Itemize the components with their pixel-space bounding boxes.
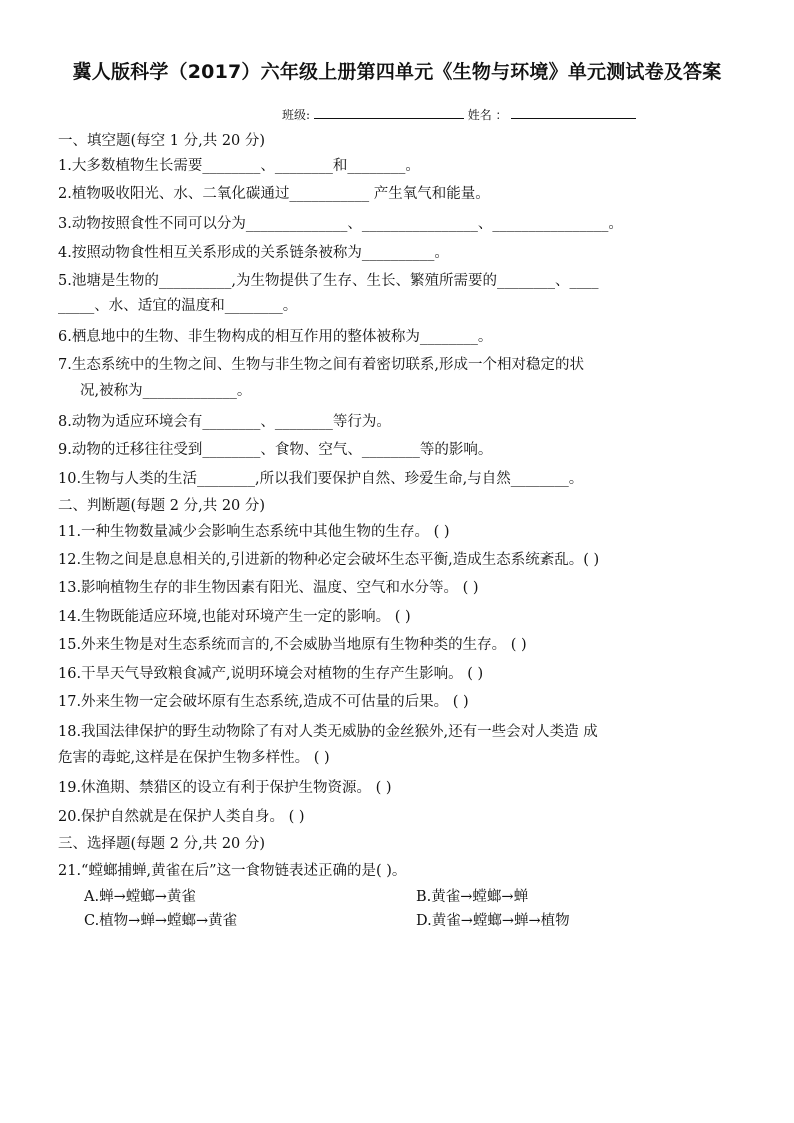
option-a[interactable]: A.蝉→螳螂→黄雀 [84,889,196,905]
question-16: 16.干旱天气导致粮食减产,说明环境会对植物的生存产生影响。 ( ) [58,666,484,682]
option-d[interactable]: D.黄雀→螳螂→蝉→植物 [416,913,570,929]
question-1: 1.大多数植物生长需要________、________和________。 [58,158,420,174]
question-18-line-2: 危害的毒蛇,这样是在保护生物多样性。 ( ) [58,750,330,766]
question-9: 9.动物的迁移往往受到________、食物、空气、________等的影响。 [58,442,493,458]
option-c[interactable]: C.植物→蝉→螳螂→黄雀 [84,913,238,929]
question-20: 20.保护自然就是在保护人类自身。 ( ) [58,809,305,825]
class-label: 班级: [282,108,311,122]
document-title: 冀人版科学（2017）六年级上册第四单元《生物与环境》单元测试卷及答案 [72,61,722,83]
question-18-line-1: 18.我国法律保护的野生动物除了有对人类无威胁的金丝猴外,还有一些会对人类造 成 [58,724,598,740]
question-8: 8.动物为适应环境会有________、________等行为。 [58,414,391,430]
section-choice-heading: 三、选择题(每题 2 分,共 20 分) [58,836,266,852]
question-5-line-2: _____、水、适宜的温度和________。 [58,298,298,314]
class-name-line [282,106,636,123]
question-3: 3.动物按照食性不同可以分为______________、________________、________________。 [58,216,623,232]
section-judge-heading: 二、判断题(每题 2 分,共 20 分) [58,498,266,514]
question-7-line-1: 7.生态系统中的生物之间、生物与非生物之间有着密切联系,形成一个相对稳定的状 [58,357,584,373]
question-4: 4.按照动物食性相互关系形成的关系链条被称为__________。 [58,245,449,261]
question-17: 17.外来生物一定会破坏原有生态系统,造成不可估量的后果。 ( ) [58,694,469,710]
name-blank[interactable] [511,106,636,119]
name-label: 姓名 ： [467,108,508,122]
question-6: 6.栖息地中的生物、非生物构成的相互作用的整体被称为________。 [58,329,493,345]
question-2: 2.植物吸收阳光、水、二氧化碳通过___________ 产生氧气和能量。 [58,186,490,202]
question-7-line-2: 况,被称为_____________。 [80,383,252,399]
question-12: 12.生物之间是息息相关的,引进新的物种必定会破坏生态平衡,造成生态系统紊乱。( ) [58,552,600,568]
question-13: 13.影响植物生存的非生物因素有阳光、温度、空气和水分等。 ( ) [58,580,479,596]
question-15: 15.外来生物是对生态系统而言的,不会威胁当地原有生物种类的生存。 ( ) [58,637,527,653]
section-fill-heading: 一、填空题(每空 1 分,共 20 分) [58,133,266,149]
class-blank[interactable] [314,106,464,119]
option-b[interactable]: B.黄雀→螳螂→蝉 [416,889,529,905]
question-11: 11.一种生物数量减少会影响生态系统中其他生物的生存。 ( ) [58,524,450,540]
question-5-line-1: 5.池塘是生物的__________,为生物提供了生存、生长、繁殖所需要的________、____ [58,273,599,289]
question-19: 19.休渔期、禁猎区的设立有利于保护生物资源。 ( ) [58,780,392,796]
question-14: 14.生物既能适应环境,也能对环境产生一定的影响。 ( ) [58,609,411,625]
question-21: 21.“螳螂捕蝉,黄雀在后”这一食物链表述正确的是( )。 [58,863,407,879]
question-10: 10.生物与人类的生活________,所以我们要保护自然、珍爱生命,与自然________。 [58,471,584,487]
